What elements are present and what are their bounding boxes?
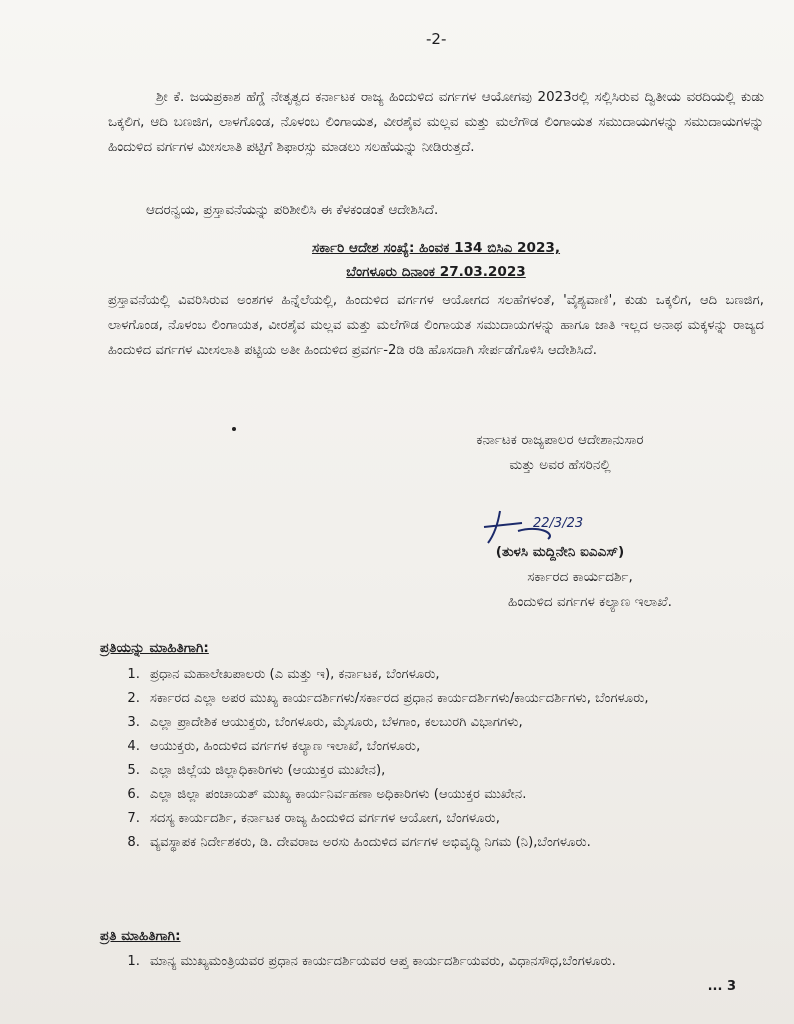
- paragraph-order-body: ಪ್ರಸ್ತಾವನೆಯಲ್ಲಿ ವಿವರಿಸಿರುವ ಅಂಶಗಳ ಹಿನ್ನೆಲೆಯಲ್ಲಿ, ಹಿಂದುಳಿದ ವರ್ಗಗಳ ಆಯೋಗದ ಸಲಹೆಗಳಂತೆ, 'ವೈಶ್ಯವಾಣಿ', ಕುಡು ಒಕ್ಕಲಿಗ, ಆದಿ ಬಣಜಿಗ, ಲಾಳಗೊಂಡ, ನೊಳಂಬ ಲಿಂಗಾಯತ, ವೀರಶೈವ ಮಲ್ಲವ ಮತ್ತು ಮಲೆಗೌಡ ಲಿಂಗಾಯತ ಸಮುದಾಯಗಳನ್ನು ಹಾಗೂ ಜಾತಿ ಇಲ್ಲದ ಅನಾಥ ಮಕ್ಕಳನ್ನು ರಾಜ್ಯದ ಹಿಂದುಳಿದ ವರ್ಗಗಳ ಮೀಸಲಾತಿ ಪಟ್ಟಿಯ ಅತೀ ಹಿಂದುಳಿದ ಪ್ರವರ್ಗ-2ಡಿ ರಡಿ ಹೊಸದಾಗಿ ಸೇರ್ಪಡೆಗೊಳಿಸಿ ಆದೇಶಿಸಿದೆ.: [108, 293, 764, 358]
- governor-order-line: ಕರ್ನಾಟಕ ರಾಜ್ಯಪಾಲರ ಆದೇಶಾನುಸಾರ: [476, 432, 644, 448]
- signature-block: [410, 428, 710, 478]
- list-item: 5. ಎಲ್ಲಾ ಜಿಲ್ಲೆಯ ಜಿಲ್ಲಾಧಿಕಾರಿಗಳು (ಆಯುಕ್ತರ ಮುಖೇನ),: [127, 763, 386, 778]
- signatory-name: (ತುಳಸಿ ಮದ್ದಿನೇನಿ ಐಎಎಸ್): [495, 544, 625, 560]
- list-item: 2. ಸರ್ಕಾರದ ಎಲ್ಲಾ ಅಪರ ಮುಖ್ಯ ಕಾರ್ಯದರ್ಶಿಗಳು/ಸರ್ಕಾರದ ಪ್ರಧಾನ ಕಾರ್ಯದರ್ಶಿಗಳು/ಕಾರ್ಯದರ್ಶಿಗಳು, ಬೆಂಗಳೂರು,: [127, 691, 649, 706]
- scan-speck: [232, 427, 236, 431]
- signatory-department: ಹಿಂದುಳಿದ ವರ್ಗಗಳ ಕಲ್ಯಾಣ ಇಲಾಖೆ.: [508, 594, 672, 610]
- order-date: ಬೆಂಗಳೂರು ದಿನಾಂಕ 27.03.2023: [346, 264, 526, 280]
- list-item: 8. ವ್ಯವಸ್ಥಾಪಕ ನಿರ್ದೇಶಕರು, ಡಿ. ದೇವರಾಜ ಅರಸು ಹಿಂದುಳಿದ ವರ್ಗಗಳ ಅಭಿವೃದ್ಧಿ ನಿಗಮ (ನಿ),ಬೆಂಗಳೂರು.: [127, 835, 591, 850]
- paragraph-commission-report: ಶ್ರೀ ಕೆ. ಜಯಪ್ರಕಾಶ ಹೆಗ್ಡೆ ನೇತೃತ್ವದ ಕರ್ನಾಟಕ ರಾಜ್ಯ ಹಿಂದುಳಿದ ವರ್ಗಗಳ ಆಯೋಗವು 2023ರಲ್ಲಿ ಸಲ್ಲಿಸಿರುವ ದ್ವಿತೀಯ ವರದಿಯಲ್ಲಿ ಕುಡು ಒಕ್ಕಲಿಗ, ಆದಿ ಬಣಜಿಗ, ಲಾಳಗೊಂಡ, ನೊಳಂಬ ಲಿಂಗಾಯತ, ವೀರಶೈವ ಮಲ್ಲವ ಮತ್ತು ಮಲೆಗೌಡ ಲಿಂಗಾಯತ ಸಮುದಾಯಗಳನ್ನು ಸಮುದಾಯಗಳನ್ನು ಹಿಂದುಳಿದ ವರ್ಗಗಳ ಮೀಸಲಾತಿ ಪಟ್ಟಿಗೆ ಶಿಫಾರಸ್ಸು ಮಾಡಲು ಸಲಹೆಯನ್ನು ನೀಡಿರುತ್ತದೆ.: [108, 90, 764, 155]
- signatory-title: ಸರ್ಕಾರದ ಕಾರ್ಯದರ್ಶಿ,: [527, 569, 633, 585]
- copies-list: [108, 663, 766, 855]
- copies-heading: ಪ್ರತಿಯನ್ನು ಮಾಹಿತಿಗಾಗಿ:: [100, 640, 209, 656]
- copy-info-list: [108, 950, 766, 974]
- list-item: 1. ಪ್ರಧಾನ ಮಹಾಲೇಖಪಾಲರು (ಎ ಮತ್ತು ಇ), ಕರ್ನಾಟಕ, ಬೆಂಗಳೂರು,: [127, 667, 440, 682]
- order-number: ಸರ್ಕಾರಿ ಆದೇಶ ಸಂಖ್ಯೆ: ಹಿಂವಕ 134 ಬಿಸಿಎ 2023,: [311, 240, 561, 256]
- paragraph-order-intro: ಆದರನ್ವಯ, ಪ್ರಸ್ತಾವನೆಯನ್ನು ಪರಿಶೀಲಿಸಿ ಈ ಕೆಳಕಂಡಂತೆ ಆದೇಶಿಸಿದೆ.: [146, 203, 439, 218]
- page-number: -2-: [426, 30, 447, 48]
- list-item: 1. ಮಾನ್ಯ ಮುಖ್ಯಮಂತ್ರಿಯವರ ಪ್ರಧಾನ ಕಾರ್ಯದರ್ಶಿಯವರ ಆಪ್ತ ಕಾರ್ಯದರ್ಶಿಯವರು, ವಿಧಾನಸೌಧ,ಬೆಂಗಳೂರು.: [127, 954, 616, 969]
- list-item: 7. ಸದಸ್ಯ ಕಾರ್ಯದರ್ಶಿ, ಕರ್ನಾಟಕ ರಾಜ್ಯ ಹಿಂದುಳಿದ ವರ್ಗಗಳ ಆಯೋಗ, ಬೆಂಗಳೂರು,: [127, 811, 500, 826]
- copy-info-heading: ಪ್ರತಿ ಮಾಹಿತಿಗಾಗಿ:: [100, 928, 181, 944]
- signature-date: 22/3/23: [533, 516, 584, 531]
- list-item: 3. ಎಲ್ಲಾ ಪ್ರಾದೇಶಿಕ ಆಯುಕ್ತರು, ಬೆಂಗಳೂರು, ಮೈಸೂರು, ಬೆಳಗಾಂ, ಕಲಬುರಗಿ ವಿಭಾಗಗಳು,: [127, 715, 523, 730]
- list-item: 6. ಎಲ್ಲಾ ಜಿಲ್ಲಾ ಪಂಚಾಯತ್ ಮುಖ್ಯ ಕಾರ್ಯನಿರ್ವಹಣಾ ಅಧಿಕಾರಿಗಳು (ಆಯುಕ್ತರ ಮುಖೇನ.: [127, 787, 527, 802]
- continuation-marker: ... 3: [707, 979, 736, 994]
- list-item: 4. ಆಯುಕ್ತರು, ಹಿಂದುಳಿದ ವರ್ಗಗಳ ಕಲ್ಯಾಣ ಇಲಾಖೆ, ಬೆಂಗಳೂರು,: [127, 739, 421, 754]
- governor-name-line: ಮತ್ತು ಅವರ ಹೆಸರಿನಲ್ಲಿ: [509, 457, 611, 473]
